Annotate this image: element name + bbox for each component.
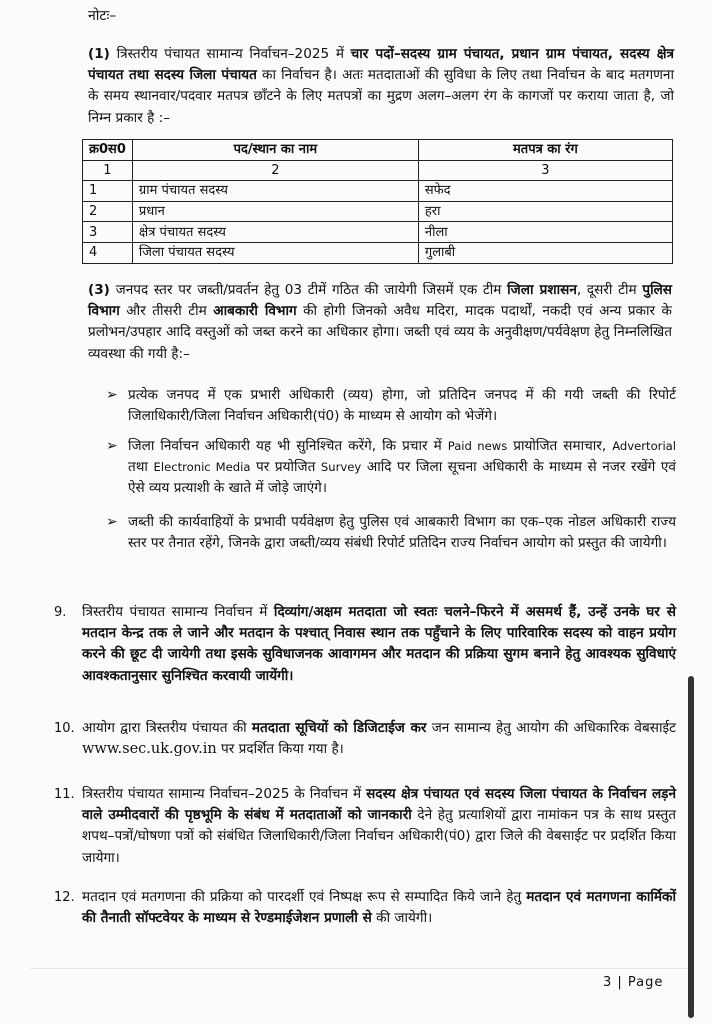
- arrow-bullet-icon: ➢: [106, 387, 118, 403]
- table-column-number-row: 1 2 3: [83, 160, 673, 181]
- point-9: 9. त्रिस्तरीय पंचायत सामान्य निर्वाचन में दिव्यांग/अक्षम मतदाता जो स्वतः चलने–फिरने में असमर्थ हैं, उन्हें उनके घर से मतदान केन्द्र तक ले जाने और मतदान के पश्चात् निवास स्थान तक पहुँचाने के लिए पारिवारिक सदस्य को वाहन प्रयोग करने की छूट दी जायेगी तथा इसके सुविधाजनक आवागमन और मतदान की प्रक्रिया सुगम बनाने हेतु आवश्यक सुविधाएं आवश्कतानुसार सुनिश्चित करवायी जायेंगी।: [54, 604, 676, 684]
- arrow-bullet-icon: ➢: [106, 514, 118, 530]
- header-post-name: पद/स्थान का नाम: [132, 140, 418, 161]
- point-11: 11. त्रिस्तरीय पंचायत सामान्य निर्वाचन–2025 के निर्वाचन में सदस्य क्षेत्र पंचायत एवं सदस्य जिला पंचायत के निर्वाचन लड़ने वाले उम्मीदवारों की पृष्ठभूमि के संबंध में मतदाताओं को जानकारी देने हेतु प्रत्याशियों द्वारा नामांकन पत्र के साथ प्रस्तुत शपथ–पत्रों/घोषणा पत्रों को संबंधित जिलाधिकारी/जिला निर्वाचन अधिकारी(पं0) द्वारा जिले की वेबसाईट पर प्रदर्शित किया जायेगा।: [54, 786, 677, 866]
- table-row: 3 क्षेत्र पंचायत सदस्य नीला: [83, 222, 673, 243]
- page-number: 3 | Page: [603, 975, 664, 990]
- point-12: 12. मतदान एवं मतगणना की प्रक्रिया को पारदर्शी एवं निष्पक्ष रूप से सम्पादित किये जाने हेतु मतदान एवं मतगणना कार्मिकों की तैनाती सॉफ्टवेयर के माध्यम से रेण्डमाईजेशन प्रणाली से की जायेगी।: [54, 889, 676, 927]
- bullet-item-2: ➢ जिला निर्वाचन अधिकारी यह भी सुनिश्चित करेंगे, कि प्रचार में Paid news प्रायोजित समाचार, Advertorial तथा Electronic Media पर प्रयोजित Survey आदि पर जिला सूचना अधिकारी के माध्यम से नजर रखेंगे एवं ऐसे व्यय प्रत्याशी के खाते में जोड़े जाएंगे।: [106, 438, 676, 497]
- point-10: 10. आयोग द्वारा त्रिस्तरीय पंचायत की मतदाता सूचियों को डिजिटाईज कर जन सामान्य हेतु आयोग की अधिकारिक वेबसाईट www.sec.uk.gov.in पर प्रदर्शित किया गया है।: [54, 720, 676, 758]
- website-url: www.sec.uk.gov.in: [82, 741, 217, 758]
- section-3-number: (3): [88, 282, 110, 298]
- section-1-number: (1): [88, 46, 110, 62]
- point-10-number: 10.: [54, 721, 75, 736]
- section-1-highlight: चार पदों–सदस्य ग्राम पंचायत, प्रधान ग्राम पंचायत, सदस्य क्षेत्र पंचायत तथा सदस्य जिला पंचायत: [88, 46, 674, 84]
- scrollbar-thumb[interactable]: [688, 676, 694, 1018]
- section-1-paragraph: (1) त्रिस्तरीय पंचायत सामान्य निर्वाचन–2025 में चार पदों–सदस्य ग्राम पंचायत, प्रधान ग्राम पंचायत, सदस्य क्षेत्र पंचायत तथा सदस्य जिला पंचायत का निर्वाचन है। अतः मतदाताओं की सुविधा के लिए तथा निर्वाचन के बाद मतगणना के समय स्थानवार/पदवार मतपत्र छाँटने के लिए मतपत्रों का मुद्रण अलग–अलग रंग के कागजों पर कराया जाता है, जो निम्न प्रकार है :–: [88, 46, 674, 126]
- bullet-item-1: ➢ प्रत्येक जनपद में एक प्रभारी अधिकारी (व्यय) होगा, जो प्रतिदिन जनपद में की गयी जब्ती की रिपोर्ट जिलाधिकारी/जिला निर्वाचन अधिकारी(पं0) के माध्यम से आयोग को भेजेंगे।: [106, 387, 676, 425]
- point-11-number: 11.: [54, 787, 75, 802]
- footer-divider: [30, 968, 690, 969]
- arrow-bullet-icon: ➢: [106, 438, 118, 454]
- ballot-color-table: [82, 139, 673, 264]
- table-header-row: [83, 140, 673, 161]
- table-row: 1 ग्राम पंचायत सदस्य सफेद: [83, 181, 673, 202]
- header-serial: क्र0स0: [83, 140, 133, 161]
- note-heading: नोटः–: [88, 8, 117, 24]
- point-9-number: 9.: [54, 605, 67, 620]
- point-12-number: 12.: [54, 890, 75, 905]
- table-row: 2 प्रधान हरा: [83, 201, 673, 222]
- table-row: 4 जिला पंचायत सदस्य गुलाबी: [83, 242, 673, 263]
- section-3-paragraph: (3) जनपद स्तर पर जब्ती/प्रवर्तन हेतु 03 टीमें गठित की जायेगी जिसमें एक टीम जिला प्रशासन, दूसरी टीम पुलिस विभाग और तीसरी टीम आबकारी विभाग की होगी जिनको अवैध मदिरा, मादक पदार्थों, नकदी एवं अन्य प्रकार के प्रलोभन/उपहार आदि वस्तुओं को जब्त करने का अधिकार होगा। जब्ती एवं व्यय के अनुवीक्षण/पर्यवेक्षण हेतु निम्नलिखित व्यवस्था की गयी है:–: [88, 282, 672, 362]
- header-ballot-color: मतपत्र का रंग: [418, 140, 672, 161]
- bullet-item-3: ➢ जब्ती की कार्यवाहियों के प्रभावी पर्यवेक्षण हेतु पुलिस एवं आबकारी विभाग का एक–एक नोडल अधिकारी राज्य स्तर पर तैनात रहेंगे, जिनके द्वारा जब्ती/व्यय संबंधी रिपोर्ट प्रतिदिन राज्य निर्वाचन आयोग को प्रस्तुत की जायेगी।: [106, 514, 676, 552]
